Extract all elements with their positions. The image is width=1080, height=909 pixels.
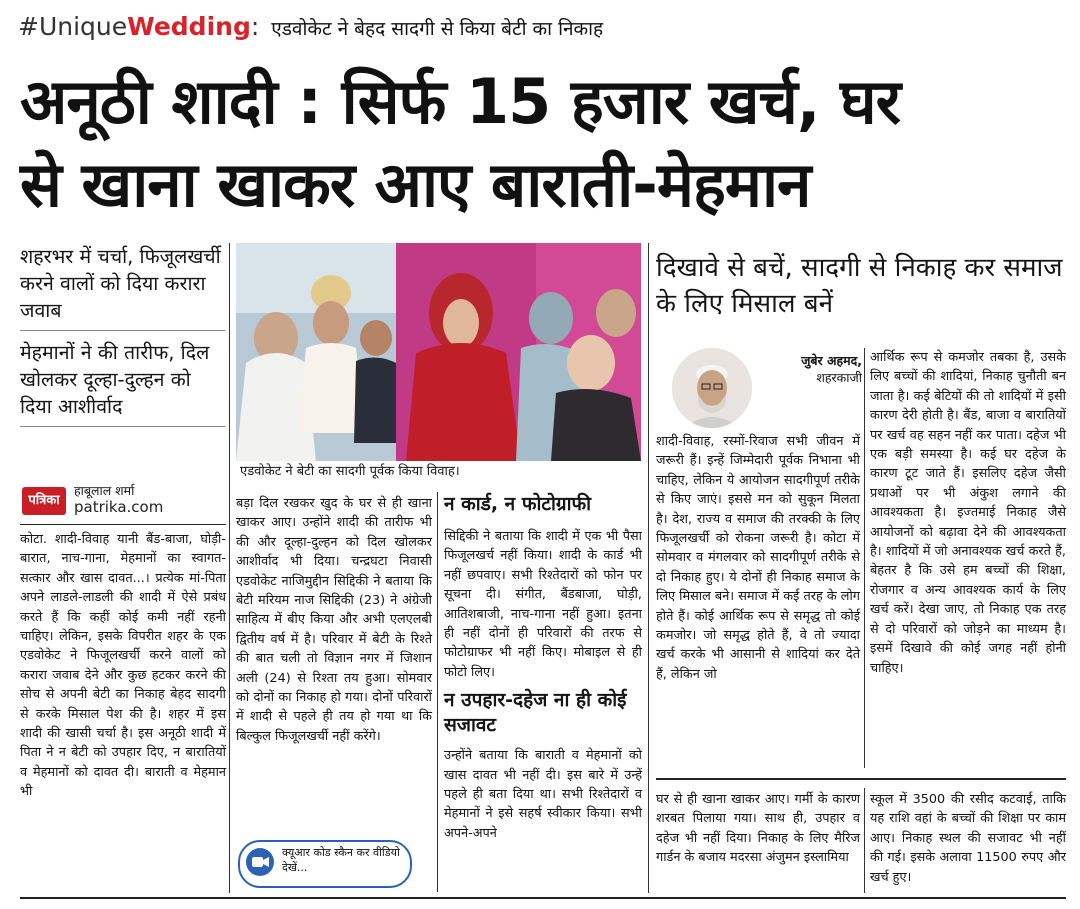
site-url[interactable]: patrika.com (74, 498, 164, 516)
main-headline (20, 60, 1070, 226)
article-column-4: घर से ही खाना खाकर आए। गर्मी के कारण शरबत पिलाया गया। साथ ही, उपहार व दहेज भी नहीं दिया। निकाह के लिए मैरिज गार्डन के बजाय मदरसा अंजुमन इस्लामिया (656, 792, 860, 866)
tag-word: Wedding (127, 12, 251, 41)
column-divider-3 (648, 243, 649, 893)
subhead-no-card: न कार्ड, न फोटोग्राफी (444, 493, 592, 515)
article-column-3 (444, 492, 642, 843)
tag-prefix: #Unique (18, 12, 128, 41)
opinion-headline: दिखावे से बचें, सादगी से निकाह कर समाज के लिए मिसाल बनें (656, 253, 1063, 319)
col3-paragraph-2: उन्होंने बताया कि बाराती व मेहमानों को खास दावत भी नहीं दी। इस बारे में उन्हें पहले ही बता दिया था। सभी रिश्तेदारों व मेहमानों ने इसे सहर्ष स्वीकार किया। सभी अपने-अपने (444, 748, 642, 841)
author-photo (672, 348, 752, 428)
column-divider-2 (437, 492, 438, 892)
deck-2: मेहमानों ने की तारीफ, दिल खोलकर दूल्हा-दुल्हन को दिया आशीर्वाद (20, 339, 225, 427)
opinion-column-1: शादी-विवाह, रस्मों-रिवाज सभी जीवन में जरूरी हैं। इन्हें जिम्मेदारी पूर्वक निभाना भी चाहिए, लेकिन ये आयोजन सादगीपूर्ण तरीके से किए जाएं। इससे मन को सुकून मिलता है। देश, राज्य व समाज की तरक्की के लिए फिजूलखर्ची को रोकना जरूरी है। कोटा में सोमवार व मंगलवार को सादगीपूर्ण तरीके से दो निकाह हुए। ये दोनों ही निकाह समाज के लिए मिसाल बने। समाज में कई तरह के लोग होते हैं। कोई आर्थिक रूप से समृद्ध तो कोई कमजोर। जो समृद्ध होते हैं, वे तो ज्यादा खर्च करके भी आसानी से शादियां कर देते हैं, लेकिन जो (656, 434, 860, 682)
byline-rule (20, 524, 226, 525)
author-block (756, 352, 862, 386)
col3-paragraph-1: सिद्दिकी ने बताया कि शादी में एक भी पैसा फिजूलखर्च नहीं किया। शादी के कार्ड भी नहीं छपवाए। सभी रिश्तेदारों को फोन पर सूचना दी। संगीत, बैंडबाजा, घोड़ी, आतिशबाजी, नाच-गाना नहीं हुआ। इतना ही नहीं दोनों ही परिवारों की तरफ से फोटोग्राफर भी नहीं किए। मोबाइल से ही फोटो लिए। (444, 529, 642, 680)
wedding-photo-illustration (236, 243, 641, 461)
article-column-2: बड़ा दिल रखकर खुद के घर से ही खाना खाकर आए। उन्होंने शादी की तारीफ भी की और दूल्हा-दुल्हन को दिल खोलकर आशीर्वाद भी दिया। चन्द्रघटा निवासी एडवोकेट नाजिमुद्दीन सिद्दिकी ने बताया कि बेटी मरियम नाज सिद्दिकी (23) ने अंग्रेजी साहित्य में बीए किया और अभी एलएलबी द्वितीय वर्ष में है। परिवार में बेटी के रिश्ते की बात चली तो विज्ञान नगर में जिशान अली (24) से रिश्ता तय हुआ। सोमवार को दोनों का निकाह हो गया। दोनों परिवारों में शादी से पहले ही तय हो गया था कि बिल्कुल फिजूलखर्ची नहीं करेंगे। (236, 496, 432, 744)
subhead-no-gift: न उपहार-दहेज ना ही कोई सजावट (444, 689, 627, 737)
author-name: जुबेर अहमद, (801, 353, 862, 368)
article-column-1: कोटा. शादी-विवाह यानी बैंड-बाजा, घोड़ी-बारात, नाच-गाना, मेहमानों का स्वागत-सत्कार और खास दावत...। प्रत्येक मां-पिता अपने लाडले-लाडली की शादी में ऐसे प्रबंध करते हैं कि कहीं कोई कमी नहीं रहनी चाहिए। लेकिन, इसके विपरीत शहर के एक एडवोकेट ने फिजूलखर्ची करने वालों को करारा जवाब देने और कुछ हटकर करने की सोच से अपनी बेटी का निकाह बेहद सादगी से करके मिसाल पेश की है। शहर में इस शादी की खासी चर्चा है। इस अनूठी शादी में पिता ने न बेटी को उपहार दिए, न बारातियों व मेहमानों को दावत दी। बाराती व मेहमान भी (20, 532, 226, 800)
qr-video-text: क्यूआर कोड स्कैन कर वीडियो देखें... (282, 846, 400, 874)
author-role: शहरकाजी (816, 370, 862, 385)
column-divider-5 (864, 788, 865, 893)
tag-colon: : (250, 12, 260, 41)
tag-subtitle: एडवोकेट ने बेहद सादगी से किया बेटी का निकाह (271, 18, 604, 40)
deck-1: शहरभर में चर्चा, फिजूलखर्ची करने वालों को दिया करारा जवाब (20, 243, 225, 331)
video-camera-icon (246, 848, 274, 876)
opinion-bottom-rule (656, 778, 1066, 780)
headline-line-2: से खाना खाकर आए बाराती-मेहमान (20, 148, 811, 221)
reporter-name: हाबूलाल शर्मा (74, 483, 135, 498)
category-tag (18, 12, 603, 41)
byline (74, 482, 163, 516)
photo-caption: एडवोकेट ने बेटी का सादगी पूर्वक किया विवाह। (240, 464, 460, 479)
sidebar-decks (20, 243, 225, 435)
opinion-column-2: आर्थिक रूप से कमजोर तबका है, उसके लिए बच्चों की शादियां, निकाह चुनौती बन जाता है। कई बेटियों की तो शादियों में इसी कारण देरी होती है। बैंड, बाजा व बारातियों पर खर्च वह सहन नहीं कर पाता। दहेज भी एक बड़ी समस्या है। कई घर दहेज के कारण टूट जाते हैं। इसलिए दहेज जैसी प्रथाओं पर भी अंकुश लगाने की आवश्यकता है। इज्तमाई निकाह जैसे आयोजनों को बढ़ावा देने की आवश्यकता है। शादियों में जो अनावश्यक खर्च करते हैं, बेहतर है कि उसे हम बच्चों की शिक्षा, रोजगार व अन्य आवश्यक कार्य के लिए खर्च करें। देखा जाए, तो निकाह एक तरह से दो परिवारों को जोड़ने का माध्यम है। इसमें दिखावे की कोई जगह नहीं होनी चाहिए। (870, 350, 1066, 676)
column-divider-4 (864, 348, 865, 768)
headline-line-1: अनूठी शादी : सिर्फ 15 हजार खर्च, घर (20, 65, 900, 138)
column-divider-1 (229, 243, 230, 893)
page-bottom-rule (20, 897, 1066, 899)
wedding-photo (236, 243, 641, 461)
patrika-logo: पत्रिका (22, 487, 66, 515)
article-column-5: स्कूल में 3500 की रसीद कटवाई, ताकि यह राशि वहां के बच्चों की शिक्षा पर काम आए। निकाह स्थल की सजावट भी नहीं की गई। इसके अलावा 11500 रुपए और खर्च हुए। (870, 792, 1066, 885)
